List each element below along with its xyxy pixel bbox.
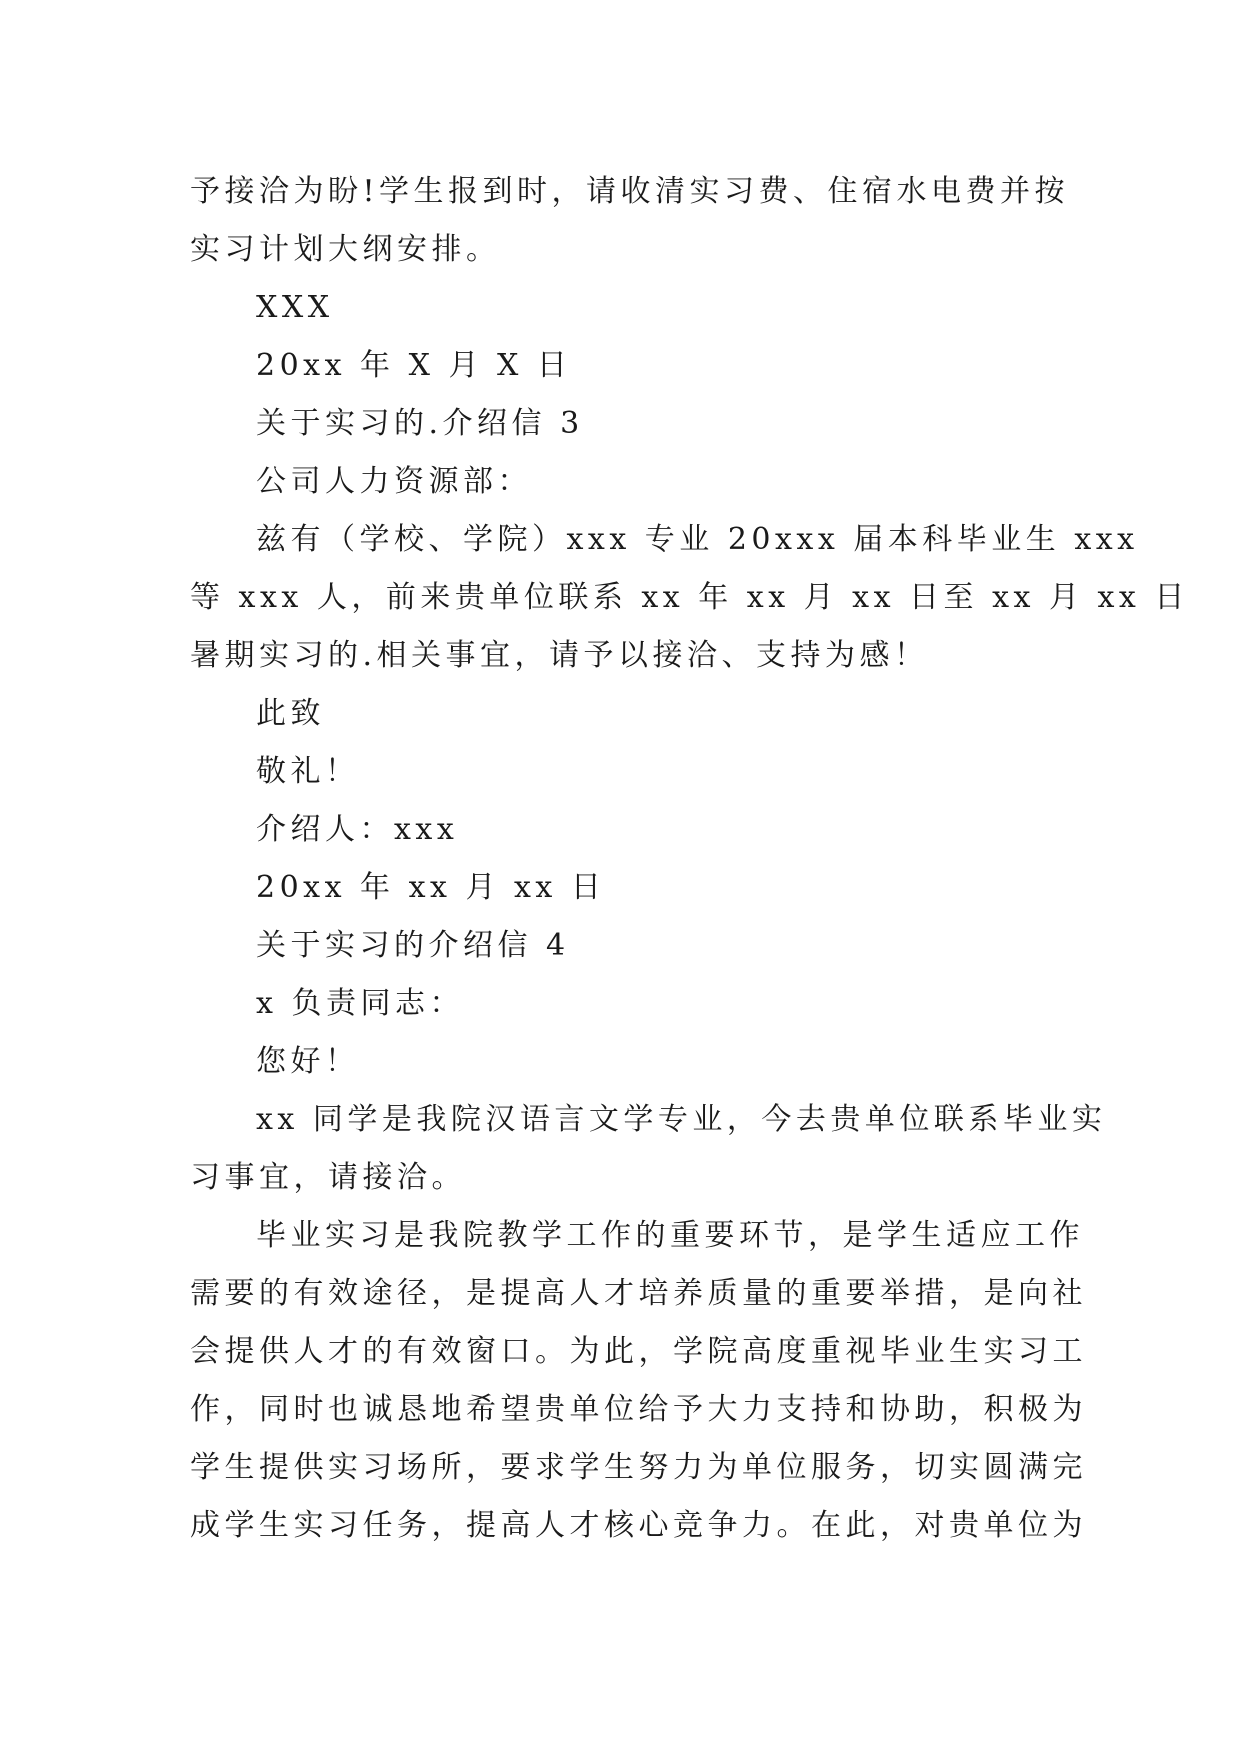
text-line: 习事宜，请接洽。 [190, 1160, 466, 1195]
salutation: x 负责同志： [256, 986, 464, 1021]
text-line: 毕业实习是我院教学工作的重要环节，是学生适应工作 [256, 1218, 1084, 1253]
text-line: 学生提供实习场所，要求学生努力为单位服务，切实圆满完 [190, 1450, 1087, 1485]
text-line: 予接洽为盼!学生报到时，请收清实习费、住宿水电费并按 [190, 174, 1070, 209]
section-title: 关于实习的介绍信 4 [256, 928, 570, 963]
closing-line: 敬礼！ [256, 754, 360, 789]
text-line: 兹有（学校、学院）xxx 专业 20xxx 届本科毕业生 xxx [256, 522, 1139, 557]
text-line: 成学生实习任务，提高人才核心竞争力。在此，对贵单位为 [190, 1508, 1087, 1543]
introducer-line: 介绍人：xxx [256, 812, 459, 847]
text-line: 暑期实习的.相关事宜，请予以接洽、支持为感！ [190, 638, 929, 673]
text-line: 会提供人才的有效窗口。为此，学院高度重视毕业生实习工 [190, 1334, 1087, 1369]
section-title: 关于实习的.介绍信 3 [256, 406, 584, 441]
text-line: 实习计划大纲安排。 [190, 232, 501, 267]
signature-date: 20xx 年 xx 月 xx 日 [256, 870, 606, 905]
text-line: 需要的有效途径，是提高人才培养质量的重要举措，是向社 [190, 1276, 1087, 1311]
closing-line: 此致 [256, 696, 325, 731]
text-line: xx 同学是我院汉语言文学专业，今去贵单位联系毕业实 [256, 1102, 1107, 1137]
text-line: 等 xxx 人，前来贵单位联系 xx 年 xx 月 xx 日至 xx 月 xx 日 [190, 580, 1189, 615]
document-body [190, 163, 1189, 1555]
salutation: 公司人力资源部： [256, 464, 532, 499]
signature-date: 20xx 年 X 月 X 日 [256, 348, 572, 383]
greeting: 您好！ [256, 1044, 360, 1079]
text-line: 作，同时也诚恳地希望贵单位给予大力支持和协助，积极为 [190, 1392, 1087, 1427]
signature-name: XXX [256, 290, 334, 325]
